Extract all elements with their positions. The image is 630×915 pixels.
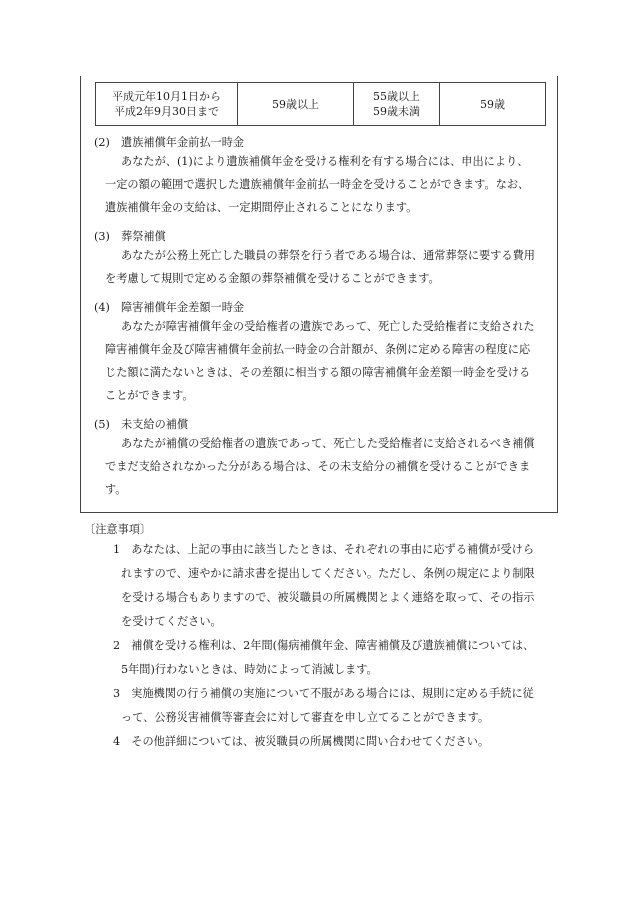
age-cell: 59歳以上 bbox=[238, 83, 354, 126]
note-line: 3 実施機関の行う補償の実施について不服がある場合には、規則に定める手続に従 bbox=[113, 687, 534, 700]
range-line: 55歳以上 bbox=[373, 90, 420, 103]
section-line: あなたが公務上死亡した職員の葬祭を行う者である場合は、通常葬祭に要する費用 bbox=[121, 249, 535, 262]
period-cell bbox=[96, 83, 238, 126]
note-line: 1 あなたは、上記の事由に該当したときは、それぞれの事由に応ずる補償が受けら bbox=[113, 543, 535, 556]
section-line: あなたが、(1)により遺族補償年金を受ける権利を有する場合には、申出により、 bbox=[121, 155, 529, 168]
section-line: じた額に満たないときは、その差額に相当する額の障害補償年金差額一時金を受ける bbox=[105, 366, 531, 379]
section-heading: (3) 葬祭補償 bbox=[94, 230, 166, 243]
section-line: を考慮して規則で定める金額の葬祭補償を受けることができます。 bbox=[105, 272, 440, 285]
note-line: 4 その他詳細については、被災職員の所属機関に問い合わせてください。 bbox=[113, 735, 490, 748]
note-line: って、公務災害補償等審査会に対して審査を申し立てることができます。 bbox=[121, 711, 490, 724]
section-heading: (5) 未支給の補償 bbox=[94, 418, 189, 431]
section-line: あなたが障害補償年金の受給権者の遺族であって、死亡した受給権者に支給された bbox=[121, 320, 535, 333]
section-line: あなたが補償の受給権者の遺族であって、死亡した受給権者に支給されるべき補償 bbox=[121, 437, 535, 450]
note-line: れますので、速やかに請求書を提出してください。ただし、条例の規定により制限 bbox=[121, 567, 535, 580]
note-line: 2 補償を受ける権利は、2年間(傷病補償年金、障害補償及び遺族補償については、 bbox=[113, 639, 535, 652]
section-line: でまだ支給されなかった分がある場合は、その未支給分の補償を受けることができま bbox=[105, 460, 531, 473]
note-line: を受ける場合もありますので、被災職員の所属機関とよく連絡を取って、その指示 bbox=[121, 591, 535, 604]
notes-title: 〔注意事項〕 bbox=[84, 523, 152, 536]
note-line: 5年間)行わないときは、時効によって消滅します。 bbox=[121, 663, 378, 676]
section-heading: (2) 遺族補償年金前払一時金 bbox=[94, 136, 245, 149]
section-heading: (4) 障害補償年金差額一時金 bbox=[94, 301, 245, 314]
section-line: 一定の額の範囲で選択した遺族補償年金前払一時金を受けることができます。なお、 bbox=[105, 178, 530, 191]
note-line: を受けてください。 bbox=[121, 615, 222, 628]
section-line: 遺族補償年金の支給は、一定期間停止されることになります。 bbox=[105, 201, 418, 214]
range-line: 59歳未満 bbox=[373, 105, 420, 118]
section-line: す。 bbox=[105, 483, 127, 496]
section-line: ことができます。 bbox=[105, 389, 194, 402]
age-range-cell bbox=[354, 83, 440, 126]
table-row bbox=[96, 83, 546, 126]
section-line: 障害補償年金及び障害補償年金前払一時金の合計額が、条例に定める障害の程度に応 bbox=[105, 343, 531, 356]
age-table bbox=[95, 82, 546, 126]
result-cell: 59歳 bbox=[440, 83, 546, 126]
period-line: 平成2年9月30日まで bbox=[114, 105, 219, 118]
period-line: 平成元年10月1日から bbox=[112, 90, 221, 103]
